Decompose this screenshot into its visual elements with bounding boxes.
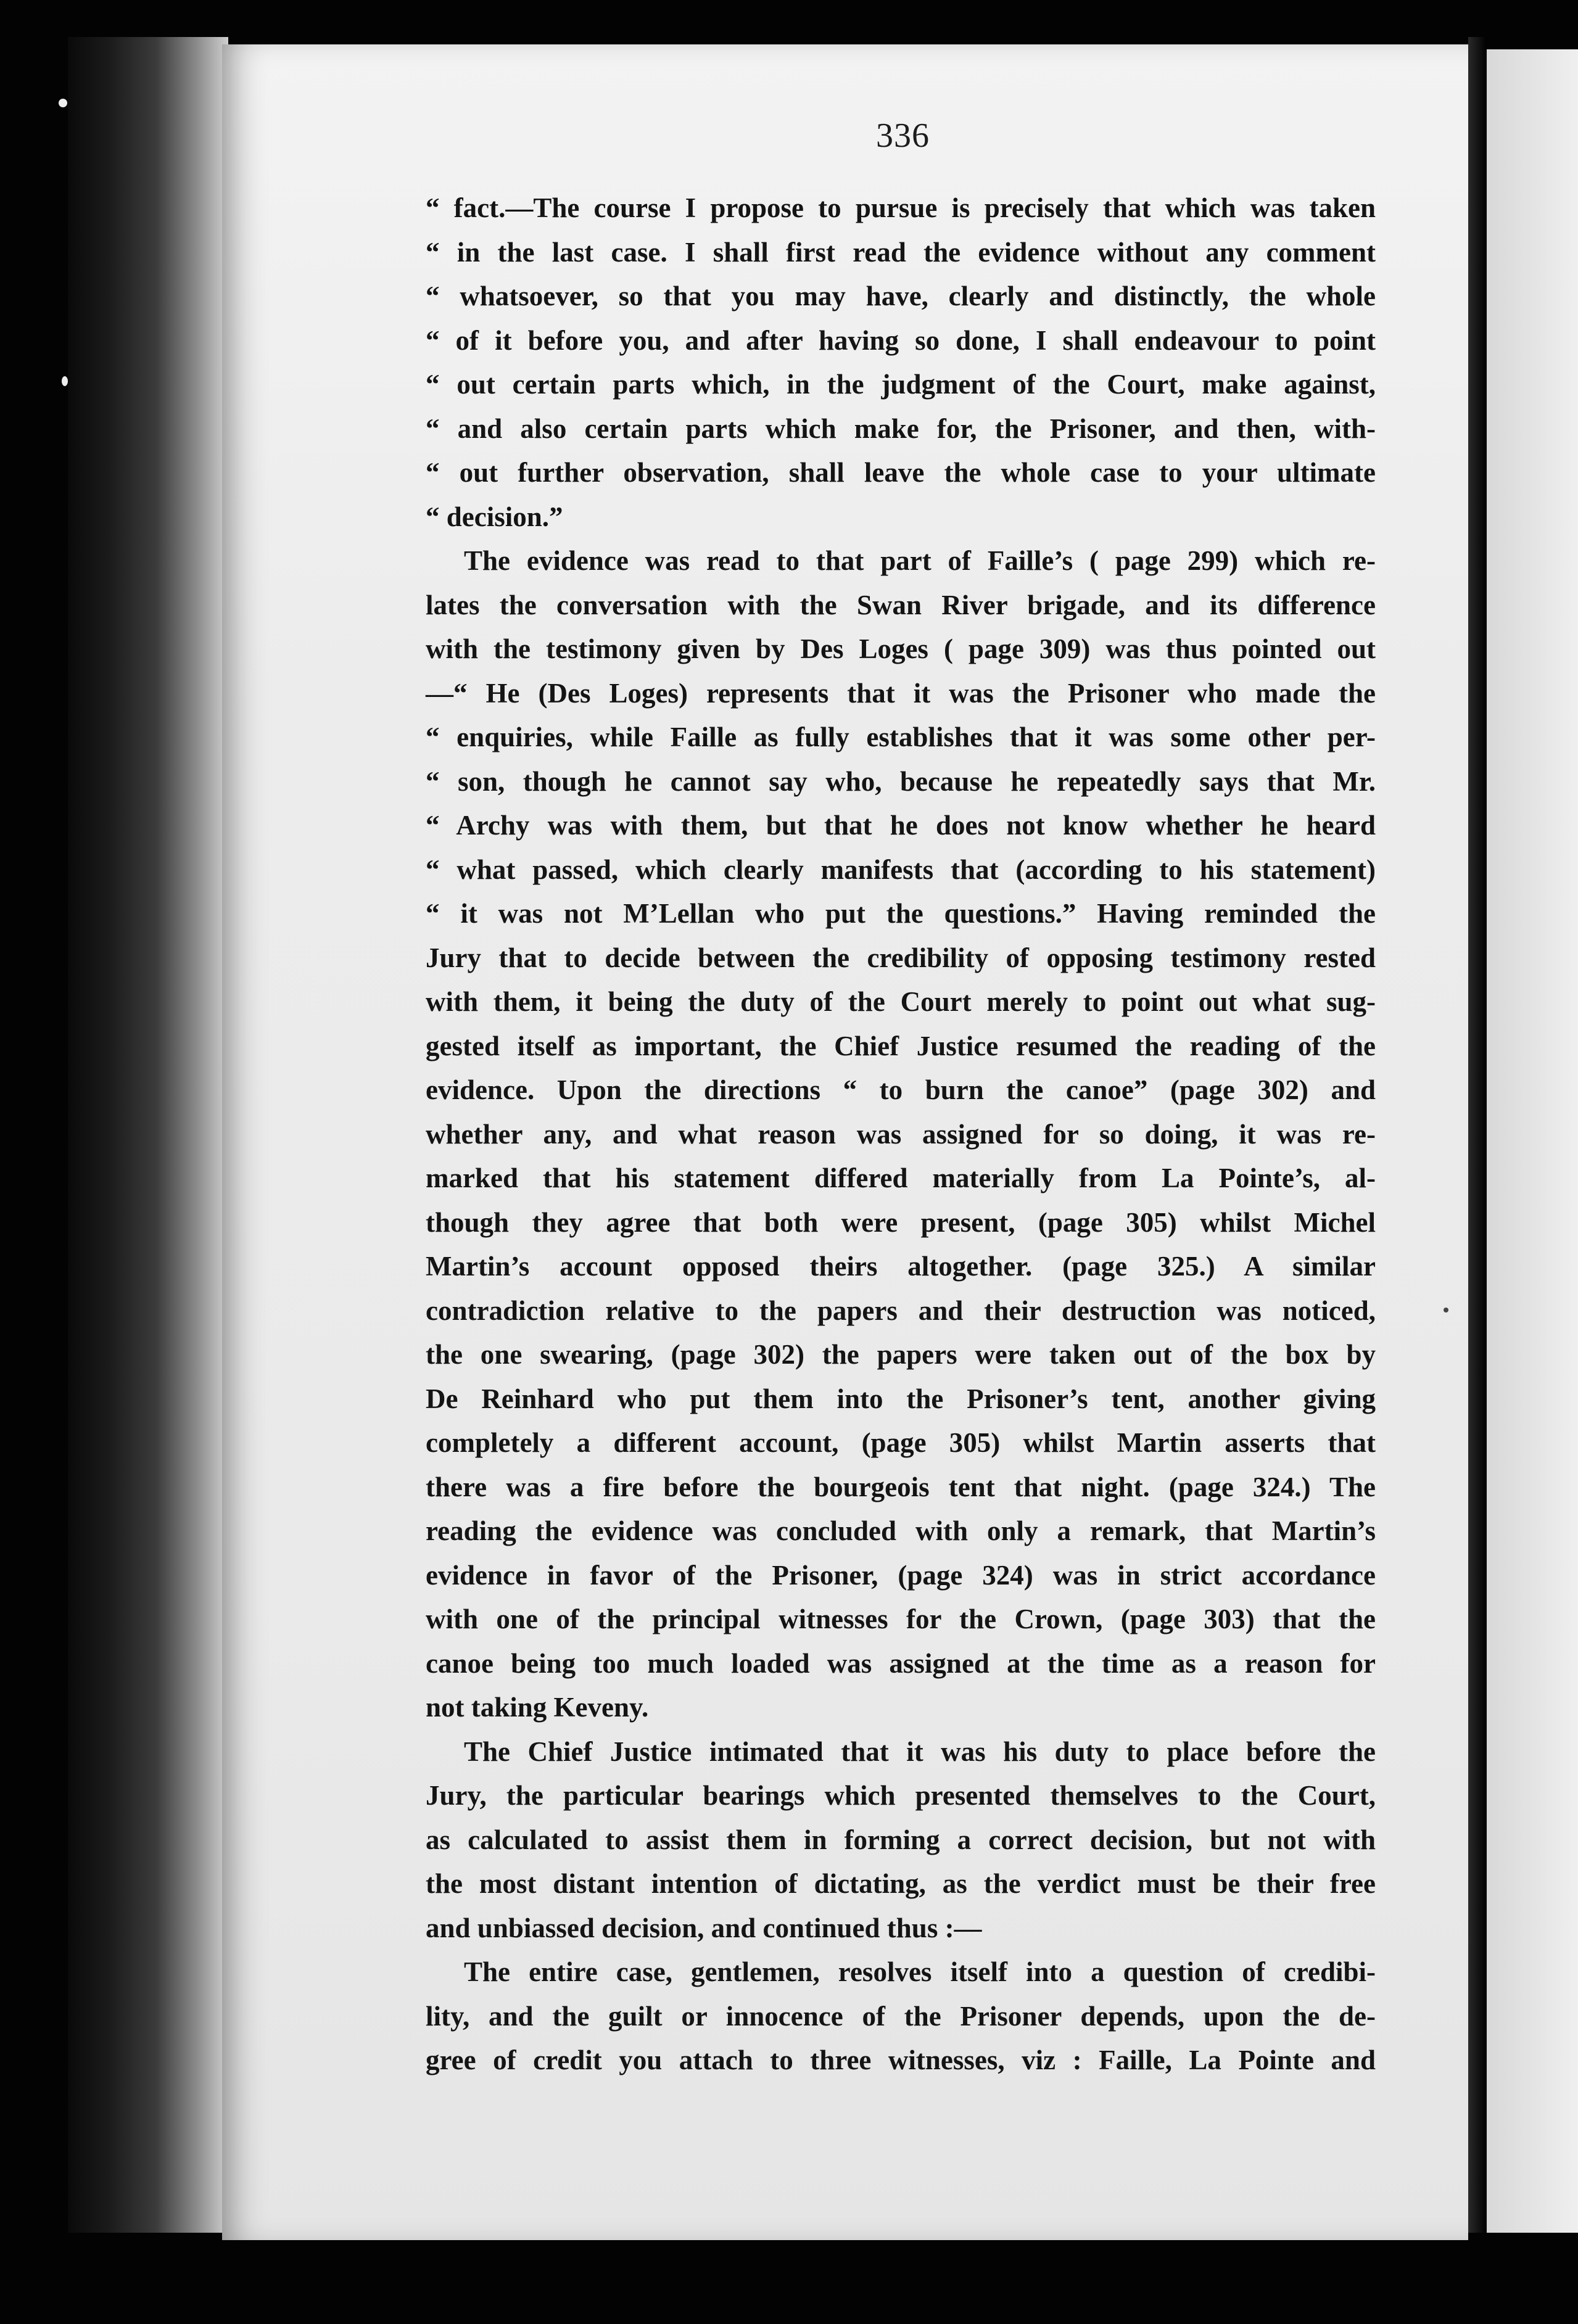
text-line: though they agree that both were present, (page 305) whilst Michel: [426, 1206, 1376, 1238]
text-line: “ in the last case. I shall first read the evidence without any comment: [426, 236, 1376, 268]
text-line: “ and also certain parts which make for, the Prisoner, and then, with-: [426, 413, 1376, 444]
book-binding-shadow: [68, 37, 228, 2233]
text-line: De Reinhard who put them into the Prisoner’s tent, another giving: [426, 1383, 1376, 1414]
text-line: whether any, and what reason was assigned for so doing, it was re-: [426, 1118, 1376, 1150]
text-line: as calculated to assist them in forming a correct decision, but not with: [426, 1824, 1376, 1855]
paragraph-start-line: The evidence was read to that part of Faille’s ( page 299) which re-: [464, 545, 1376, 576]
text-line: “ what passed, which clearly manifests that (according to his statement): [426, 854, 1376, 885]
page-gutter: [1468, 37, 1487, 2233]
adjacent-page-edge: [1487, 49, 1578, 2233]
text-line: Martin’s account opposed theirs altogether. (page 325.) A similar: [426, 1251, 1376, 1282]
text-line: the most distant intention of dictating, as the verdict must be their free: [426, 1868, 1376, 1899]
page-text: [426, 186, 1376, 2083]
text-line: reading the evidence was concluded with only a remark, that Martin’s: [426, 1515, 1376, 1546]
text-line: contradiction relative to the papers and their destruction was noticed,: [426, 1295, 1376, 1326]
text-line: canoe being too much loaded was assigned at the time as a reason for: [426, 1647, 1376, 1679]
text-line: marked that his statement differed materially from La Pointe’s, al-: [426, 1163, 1376, 1193]
text-line: with them, it being the duty of the Court merely to point out what sug-: [426, 986, 1376, 1017]
text-line: evidence in favor of the Prisoner, (page 324) was in strict accordance: [426, 1559, 1376, 1591]
text-line: “ fact.—The course I propose to pursue is precisely that which was taken: [426, 192, 1376, 223]
text-line: “ whatsoever, so that you may have, clearly and distinctly, the whole: [426, 281, 1376, 311]
text-line: gested itself as important, the Chief Justice resumed the reading of the: [426, 1030, 1376, 1061]
text-line: gree of credit you attach to three witnesses, viz : Faille, La Pointe and: [426, 2045, 1376, 2075]
text-line: “ out further observation, shall leave the whole case to your ultimate: [426, 457, 1376, 488]
paragraph-start-line: The entire case, gentlemen, resolves itself into a question of credibi-: [464, 1956, 1376, 1987]
text-line: —“ He (Des Loges) represents that it was the Prisoner who made the: [426, 677, 1376, 709]
text-line: Jury that to decide between the credibility of opposing testimony rested: [426, 942, 1376, 973]
text-line: there was a fire before the bourgeois tent that night. (page 324.) The: [426, 1471, 1376, 1502]
scan-speck: [62, 376, 68, 386]
text-line: “ Archy was with them, but that he does not know whether he heard: [426, 810, 1376, 841]
scan-speck: [1444, 1308, 1448, 1312]
text-line: the one swearing, (page 302) the papers were taken out of the box by: [426, 1339, 1376, 1370]
paragraph-start-line: The Chief Justice intimated that it was his duty to place before the: [464, 1736, 1376, 1767]
text-line: “ out certain parts which, in the judgment of the Court, make against,: [426, 369, 1376, 400]
text-line: with one of the principal witnesses for the Crown, (page 303) that the: [426, 1604, 1376, 1634]
text-line: “ decision.”: [426, 501, 563, 532]
text-line: not taking Keveny.: [426, 1692, 649, 1723]
text-line: “ it was not M’Lellan who put the questions.” Having reminded the: [426, 898, 1376, 929]
text-line: “ son, though he cannot say who, because he repeatedly says that Mr.: [426, 765, 1376, 797]
text-line: completely a different account, (page 305) whilst Martin asserts that: [426, 1427, 1376, 1458]
text-line: evidence. Upon the directions “ to burn the canoe” (page 302) and: [426, 1074, 1376, 1105]
text-line: “ enquiries, while Faille as fully establishes that it was some other per-: [426, 722, 1376, 752]
text-line: lates the conversation with the Swan River brigade, and its difference: [426, 589, 1376, 620]
text-line: “ of it before you, and after having so done, I shall endeavour to point: [426, 324, 1376, 356]
text-line: and unbiassed decision, and continued thus :—: [426, 1912, 982, 1943]
text-line: lity, and the guilt or innocence of the Prisoner depends, upon the de-: [426, 2000, 1376, 2032]
text-line: Jury, the particular bearings which presented themselves to the Court,: [426, 1780, 1376, 1811]
scan-speck: [59, 99, 67, 107]
page-number: 336: [876, 117, 930, 155]
text-line: with the testimony given by Des Loges ( page 309) was thus pointed out: [426, 633, 1376, 664]
